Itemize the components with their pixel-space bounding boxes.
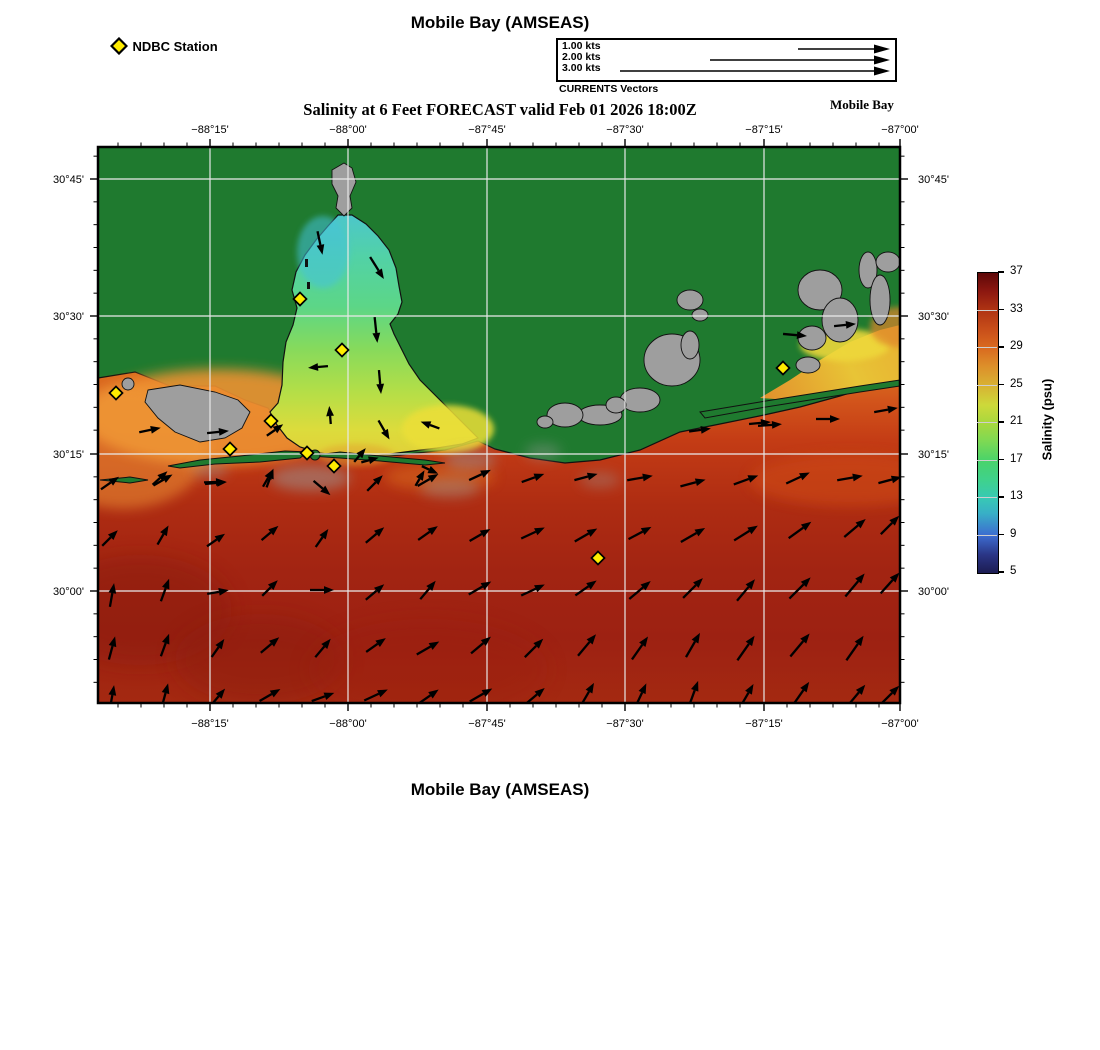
gulf-bright-patch [750, 454, 950, 506]
colorbar-gridline [977, 497, 997, 498]
x-axis-label-bottom: −88°15' [191, 718, 229, 730]
colorbar-tick-label: 33 [1010, 302, 1023, 315]
x-axis-label-bottom: −88°00' [329, 718, 367, 730]
colorbar-gridline [977, 535, 997, 536]
colorbar-labels [977, 265, 1037, 577]
x-axis-label-bottom: −87°00' [881, 718, 919, 730]
x-axis-label-top: −88°00' [329, 124, 367, 136]
y-axis-label-left: 30°30' [53, 311, 84, 323]
current-arrow-shaft [749, 423, 761, 424]
x-axis-label-top: −87°15' [745, 124, 783, 136]
y-axis-label-right: 30°00' [918, 586, 949, 598]
colorbar-gridline [977, 385, 997, 386]
forecast-subtitle: Salinity at 6 Feet FORECAST valid Feb 01 2026 18:00Z [303, 100, 697, 119]
currents-speed-1: 1.00 kts [562, 40, 601, 52]
current-arrow-shaft [758, 425, 772, 426]
colorbar-tick-label: 5 [1010, 565, 1017, 577]
current-arrow-shaft [330, 416, 331, 424]
currents-speed-3: 3.00 kts [562, 61, 601, 74]
colorbar-tick [998, 571, 1004, 573]
currents-speed-2: 2.00 kts [562, 50, 601, 63]
y-axis-label-right: 30°30' [918, 311, 949, 323]
bay-saline-patch [402, 405, 494, 453]
y-axis-label-left: 30°45' [53, 174, 84, 186]
current-arrow-shaft [318, 366, 328, 367]
colorbar-tick [998, 271, 1004, 273]
y-axis-label-right: 30°45' [918, 174, 949, 186]
ndbc-station-icon [110, 37, 128, 55]
current-arrow-shaft [783, 334, 797, 335]
colorbar-gridline [977, 310, 997, 311]
y-axis-label-left: 30°15' [53, 449, 84, 461]
x-axis-label-top: −88°15' [191, 124, 229, 136]
bay-fresh-patch [297, 216, 349, 288]
colorbar-tick [998, 384, 1004, 386]
salinity-map [40, 110, 960, 750]
colorbar-tick [998, 496, 1004, 498]
colorbar-tick [998, 309, 1004, 311]
colorbar-tick [998, 346, 1004, 348]
colorbar-tick-label: 13 [1010, 490, 1023, 502]
page-title: Mobile Bay (AMSEAS) [410, 13, 590, 32]
bay-islet [305, 259, 308, 267]
colorbar-title: Salinity (psu) [1039, 378, 1055, 461]
x-axis-label-bottom: −87°45' [468, 718, 506, 730]
colorbar-tick [998, 421, 1004, 423]
map-region-label: Mobile Bay [830, 97, 894, 112]
x-axis-label-bottom: −87°15' [745, 718, 783, 730]
currents-legend-arrows [558, 40, 895, 80]
x-axis-label-top: −87°00' [881, 124, 919, 136]
colorbar-tick-label: 37 [1010, 265, 1023, 277]
colorbar-tick-label: 25 [1010, 377, 1023, 390]
current-arrow-shaft [205, 483, 217, 484]
colorbar-tick [998, 459, 1004, 461]
bottom-title: Mobile Bay (AMSEAS) [410, 780, 590, 799]
ndbc-legend-label: NDBC Station [132, 39, 218, 54]
x-axis-label-bottom: −87°30' [606, 718, 644, 730]
x-axis-label-top: −87°30' [606, 124, 644, 136]
colorbar-gridline [977, 347, 997, 348]
colorbar-tick-label: 9 [1010, 527, 1017, 540]
colorbar-tick-label: 29 [1010, 340, 1023, 352]
currents-legend-caption: CURRENTS Vectors [559, 83, 659, 95]
y-axis-label-right: 30°15' [918, 449, 949, 461]
ndbc-legend [110, 37, 218, 56]
colorbar-tick [998, 534, 1004, 536]
y-axis-label-left: 30°00' [53, 586, 84, 598]
current-arrow-shaft [379, 370, 380, 384]
colorbar-tick-label: 17 [1010, 452, 1023, 465]
colorbar-gridline [977, 460, 997, 461]
marsh-islet [122, 378, 134, 390]
currents-legend-box [556, 38, 897, 82]
bay-islet [307, 282, 310, 289]
mobile-river-delta [332, 163, 356, 216]
colorbar-tick-label: 21 [1010, 415, 1023, 427]
current-arrow-shaft [207, 432, 219, 433]
current-arrow-shaft [834, 325, 846, 326]
x-axis-label-top: −87°45' [468, 124, 506, 136]
colorbar-gridline [977, 422, 997, 423]
